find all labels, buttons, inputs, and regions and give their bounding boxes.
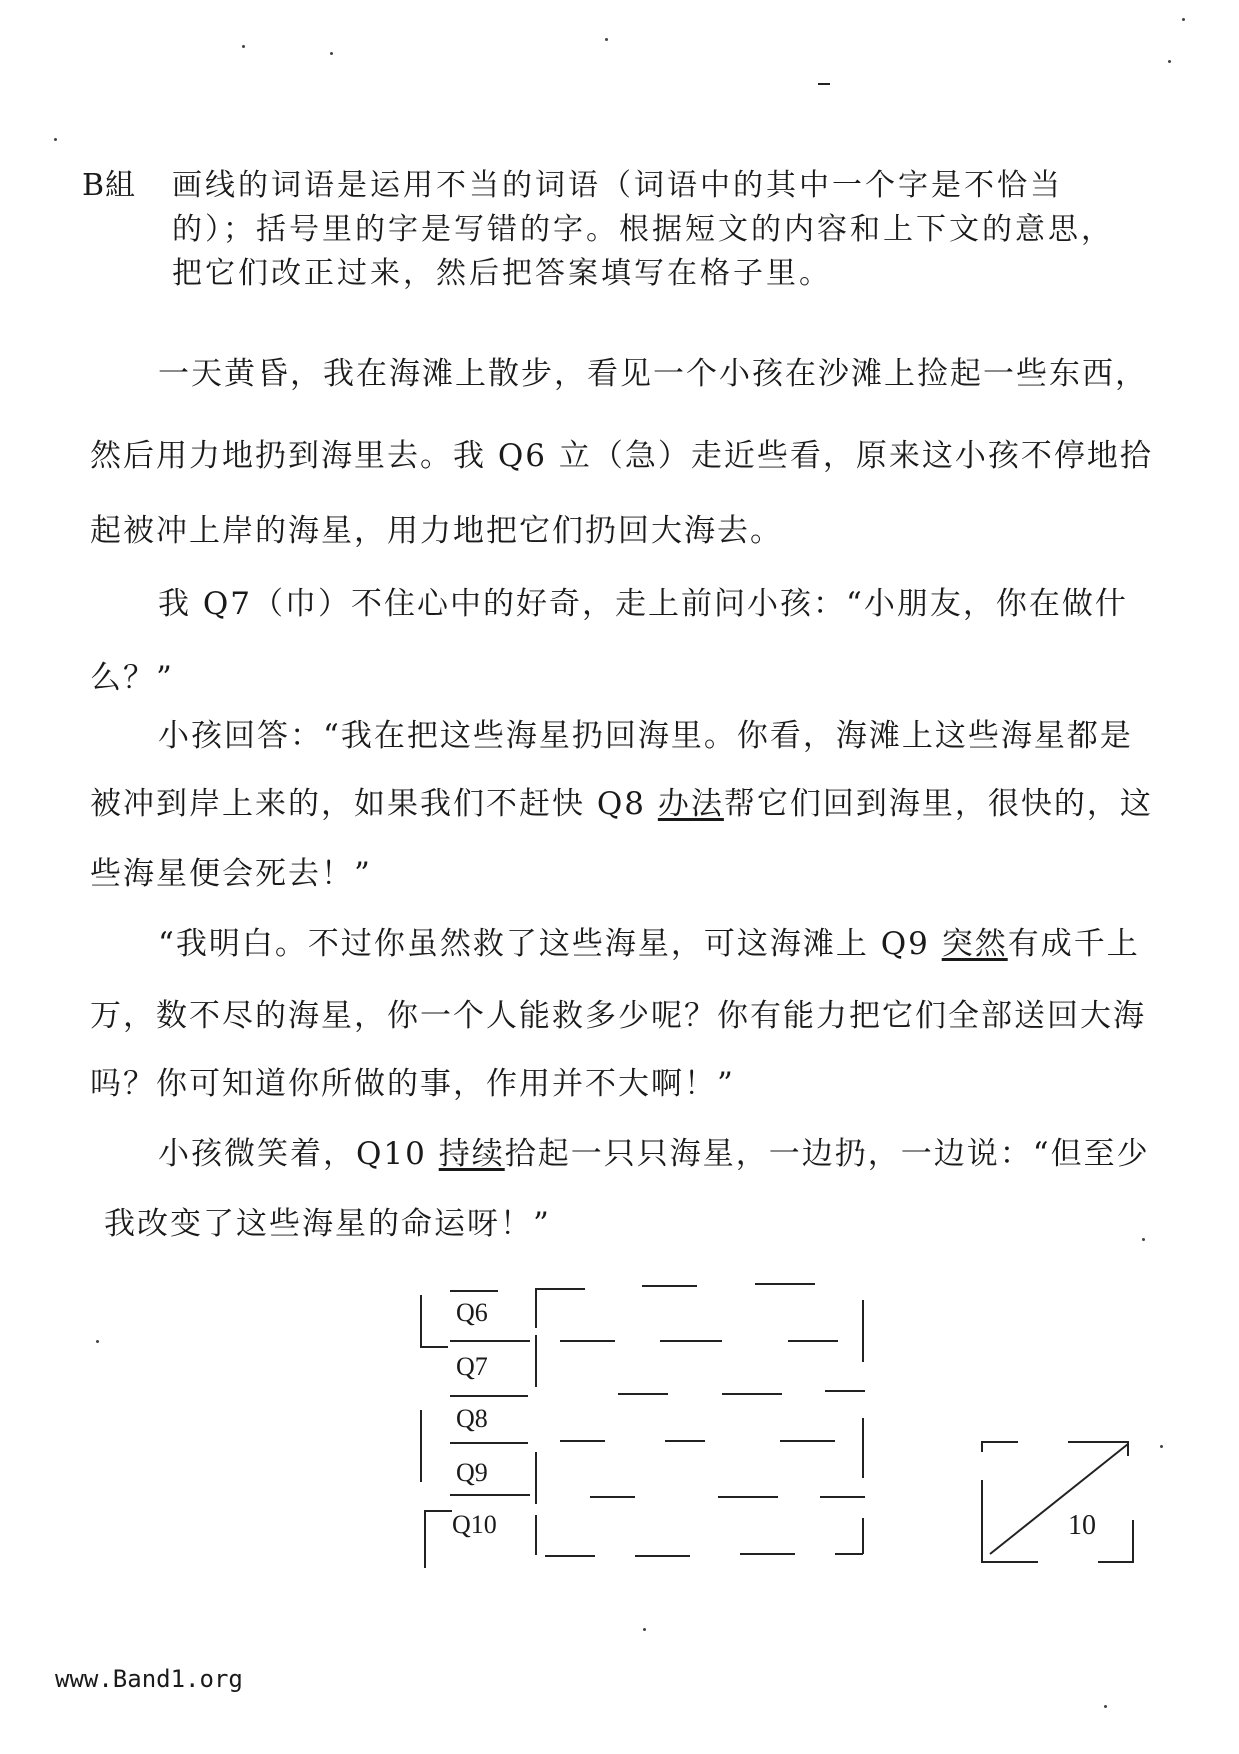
speck [330,52,333,55]
instruction-line-2: 的）；括号里的字是写错的字。根据短文的内容和上下文的意思， [172,212,1114,247]
grid-line [450,1442,528,1444]
grid-line [755,1283,815,1285]
grid-line [590,1496,635,1498]
speck [605,38,608,41]
grid-line [862,1418,864,1478]
grid-line [424,1510,452,1512]
grid-line [722,1393,782,1395]
passage-line: 起被冲上岸的海星，用力地把它们扔回大海去。 [90,513,783,549]
grid-line [420,1346,448,1348]
grid-line [450,1494,530,1496]
speck [643,1628,646,1631]
passage-line: 被冲到岸上来的，如果我们不赶快 Q8 办法帮它们回到海里，很快的，这 [90,786,1153,822]
passage-line: 然后用力地扔到海里去。我 Q6 立（急）走近些看，原来这小孩不停地拾 [90,438,1153,474]
grid-line [424,1510,426,1568]
grid-line [420,1295,422,1347]
grid-line [420,1410,422,1482]
grid-line [635,1555,690,1557]
grid-line [835,1553,863,1555]
speck [1160,1445,1163,1448]
grid-line [535,1288,585,1290]
speck [54,138,57,141]
grid-line [535,1335,537,1387]
grid-line [450,1340,530,1342]
grid-label-q10: Q10 [452,1510,497,1539]
speck [242,45,245,48]
grid-label-q6: Q6 [456,1298,488,1327]
speck [1142,1238,1145,1241]
footer-site: www.Band1.org [55,1665,243,1693]
grid-line [450,1395,528,1397]
grid-line [545,1555,595,1557]
underlined-word-q9: 突然 [941,926,1008,962]
speck [1182,18,1185,21]
grid-line [560,1340,615,1342]
grid-line [535,1515,537,1555]
grid-line [660,1340,722,1342]
grid-line [862,1300,864,1362]
grid-label-q7: Q7 [456,1352,488,1381]
grid-line [718,1496,778,1498]
passage-line: 小孩回答：“我在把这些海星扔回海里。你看，海滩上这些海星都是 [158,718,1133,754]
score-value: 10 [1068,1510,1096,1541]
grid-line [560,1440,605,1442]
speck [818,83,830,85]
grid-line [862,1518,864,1554]
speck [1168,60,1171,63]
passage-line: 我改变了这些海星的命运呀！” [104,1206,551,1242]
instruction-line-3: 把它们改正过来，然后把答案填写在格子里。 [172,256,832,291]
grid-line [535,1452,537,1504]
underlined-word-q10: 持续 [438,1136,505,1172]
section-label: B組 [82,168,137,203]
passage-line: 些海星便会死去！” [90,856,372,892]
grid-line [740,1553,795,1555]
passage-line: 万，数不尽的海星，你一个人能救多少呢？你有能力把它们全部送回大海 [90,998,1146,1034]
grid-line [535,1288,537,1328]
score-box [978,1440,1138,1570]
passage-line: 小孩微笑着，Q10 持续拾起一只只海星，一边扔，一边说：“但至少 [158,1136,1150,1172]
instruction-line-1: 画线的词语是运用不当的词语（词语中的其中一个字是不恰当 [172,168,1063,203]
grid-line [820,1496,865,1498]
grid-label-q9: Q9 [456,1458,488,1487]
grid-line [788,1340,838,1342]
grid-line [665,1440,705,1442]
grid-line [780,1440,835,1442]
passage-line: 吗？你可知道你所做的事，作用并不大啊！” [90,1066,735,1102]
grid-line [825,1390,865,1392]
grid-line [450,1290,498,1292]
grid-label-q8: Q8 [456,1404,488,1433]
passage-line: 一天黄昏，我在海滩上散步，看见一个小孩在沙滩上捡起一些东西， [158,356,1148,392]
passage-line: 我 Q7（巾）不住心中的好奇，走上前问小孩：“小朋友，你在做什 [158,586,1128,622]
passage-line: 么？” [90,660,174,696]
speck [1104,1705,1107,1708]
passage-line: “我明白。不过你虽然救了这些海星，可这海滩上 Q9 突然有成千上 [158,926,1140,962]
speck [96,1340,99,1343]
grid-line [618,1393,668,1395]
grid-line [642,1285,697,1287]
underlined-word-q8: 办法 [657,786,724,822]
